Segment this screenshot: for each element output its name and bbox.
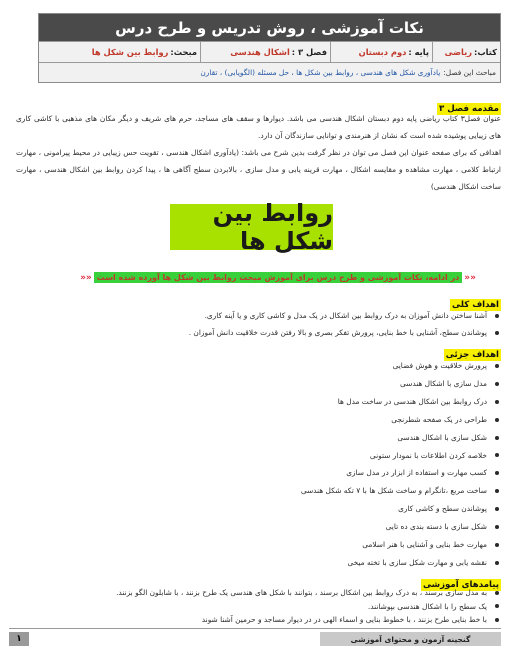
topic-banner-text: روابط بین شکل ها (212, 199, 333, 255)
list-item: طراحی در یک صفحه شطرنجی (21, 411, 501, 429)
book-cell (432, 42, 500, 62)
list-item: مهارت خط بنایی و آشنایی با هنر اسلامی (21, 536, 501, 554)
lesson-info-row (39, 41, 500, 62)
list-item: شکل سازی با اشکال هندسی (21, 429, 501, 447)
intro-heading: مقدمه فصل ۳ (438, 104, 499, 114)
general-goals-list (21, 307, 501, 341)
chapter-value: اشکال هندسی (230, 47, 290, 57)
grade-cell (330, 42, 432, 62)
topic-cell (39, 42, 200, 62)
arrow-marks-right: «« (464, 272, 476, 283)
grade-label: پایه : (408, 47, 429, 57)
book-value: ریاضی (444, 47, 473, 57)
topic-label: مبحث: (170, 47, 197, 57)
intro-paragraph-2: اهدافی که برای صفحه عنوان این فصل می توان در نظر گرفت بدین شرح می باشد: (یادآوری اشکال هندسی ، تقویت حس زیبایی در محیط پیرامونی ، مهارت ارتباط کلامی ، مهارت مشاهده و مقایسه اشکال ، مهارت قرینه یابی و مدل سازی ، بالابردن سطح آگاهی ها ، پیدا کردن روابط بین اشکال هندسی ، مهارت ساخت اشکال هندسی) (16, 148, 501, 191)
grade-value: دوم دبستان (358, 47, 407, 57)
list-item: کسب مهارت و استفاده از ابزار در مدل سازی (21, 464, 501, 482)
book-label: کتاب: (474, 47, 497, 57)
chapter-topics-value: یادآوری شکل های هندسی ، روابط بین شکل ها ، حل مسئله (الگویابی) ، تقارن (200, 68, 441, 77)
topic-value: روابط بین شکل ها (91, 47, 169, 57)
list-item: خلاصه کردن اطلاعات با نمودار ستونی (21, 447, 501, 465)
list-item: آشنا ساختن دانش آموزان به درک روابط بین اشکال در یک مدل و کاشی کاری و یا آینه کاری. (21, 307, 501, 324)
list-item: شکل سازی با دسته بندی ده تایی (21, 518, 501, 536)
arrow-marks-left: «« (80, 272, 92, 283)
list-item: با خط بنایی طرح بزنند ، با خطوط بنایی و اسماء الهی در در دیوار مساجد و حرمین آشنا شوند (21, 613, 501, 627)
chapter-topics-row (39, 62, 500, 82)
list-item: ساخت مربع ،تانگرام و ساخت شکل ها با ۷ تکه شکل هندسی (21, 482, 501, 500)
specific-goals-list (21, 357, 501, 572)
chapter-topics-label: مباحث این فصل: (443, 68, 496, 77)
footer-label: گنجینه آزمون و محتوای آموزشی (320, 632, 501, 646)
lesson-header (38, 13, 501, 83)
lesson-intro-text: در ادامه، نکات آموزشی و طرح درس برای آموزش مبحث روابط بین شکل ها آورده شده است (94, 272, 463, 283)
list-item: پوشاندن سطح، آشنایی با خط بنایی، پرورش تفکر بصری و بالا رفتن قدرت خلاقیت دانش آموزان . (21, 324, 501, 341)
topic-banner (170, 199, 333, 255)
page-title: نکات آموزشی ، روش تدریس و طرح درس (39, 14, 500, 41)
outcomes-list (21, 586, 501, 627)
list-item: درک روابط بین اشکال هندسی در ساخت مدل ها (21, 393, 501, 411)
list-item: پوشاندن سطح و کاشی کاری (21, 500, 501, 518)
general-goals-heading: اهداف کلی (452, 300, 499, 310)
list-item: مدل سازی با اشکال هندسی (21, 375, 501, 393)
page-number: ۱ (9, 632, 29, 646)
list-item: یک سطح را با اشکال هندسی بپوشانند. (21, 600, 501, 614)
chapter-label: فصل ۳ : (291, 47, 327, 57)
chapter-cell (200, 42, 330, 62)
outcomes-heading: پیامدهای آموزشی (422, 580, 499, 590)
lesson-intro-line (68, 269, 488, 286)
intro-paragraph-1: عنوان فصل۳ کتاب ریاضی پایه دوم دبستان اشکال هندسی می باشد. دیوارها و سقف های مساجد، حرم های شریف و دیگر مکان های مذهبی با کاشی کاری های زیبایی پوشیده شده است که نشان از هنرمندی و توانایی سازندگان آن دارد. (16, 114, 502, 140)
list-item: نقشه یابی و مهارت شکل سازی با تخته میخی (21, 554, 501, 572)
specific-goals-heading: اهداف جزئی (445, 350, 499, 360)
list-item: به مدل سازی برسند ، به درک روابط بین اشکال برسند ، بتوانند با شکل های هندسی یک طرح بزنند ، با شابلون الگو بزنند. (21, 586, 501, 600)
footer-divider (9, 628, 501, 629)
list-item: پرورش خلاقیت و هوش فضایی (21, 357, 501, 375)
